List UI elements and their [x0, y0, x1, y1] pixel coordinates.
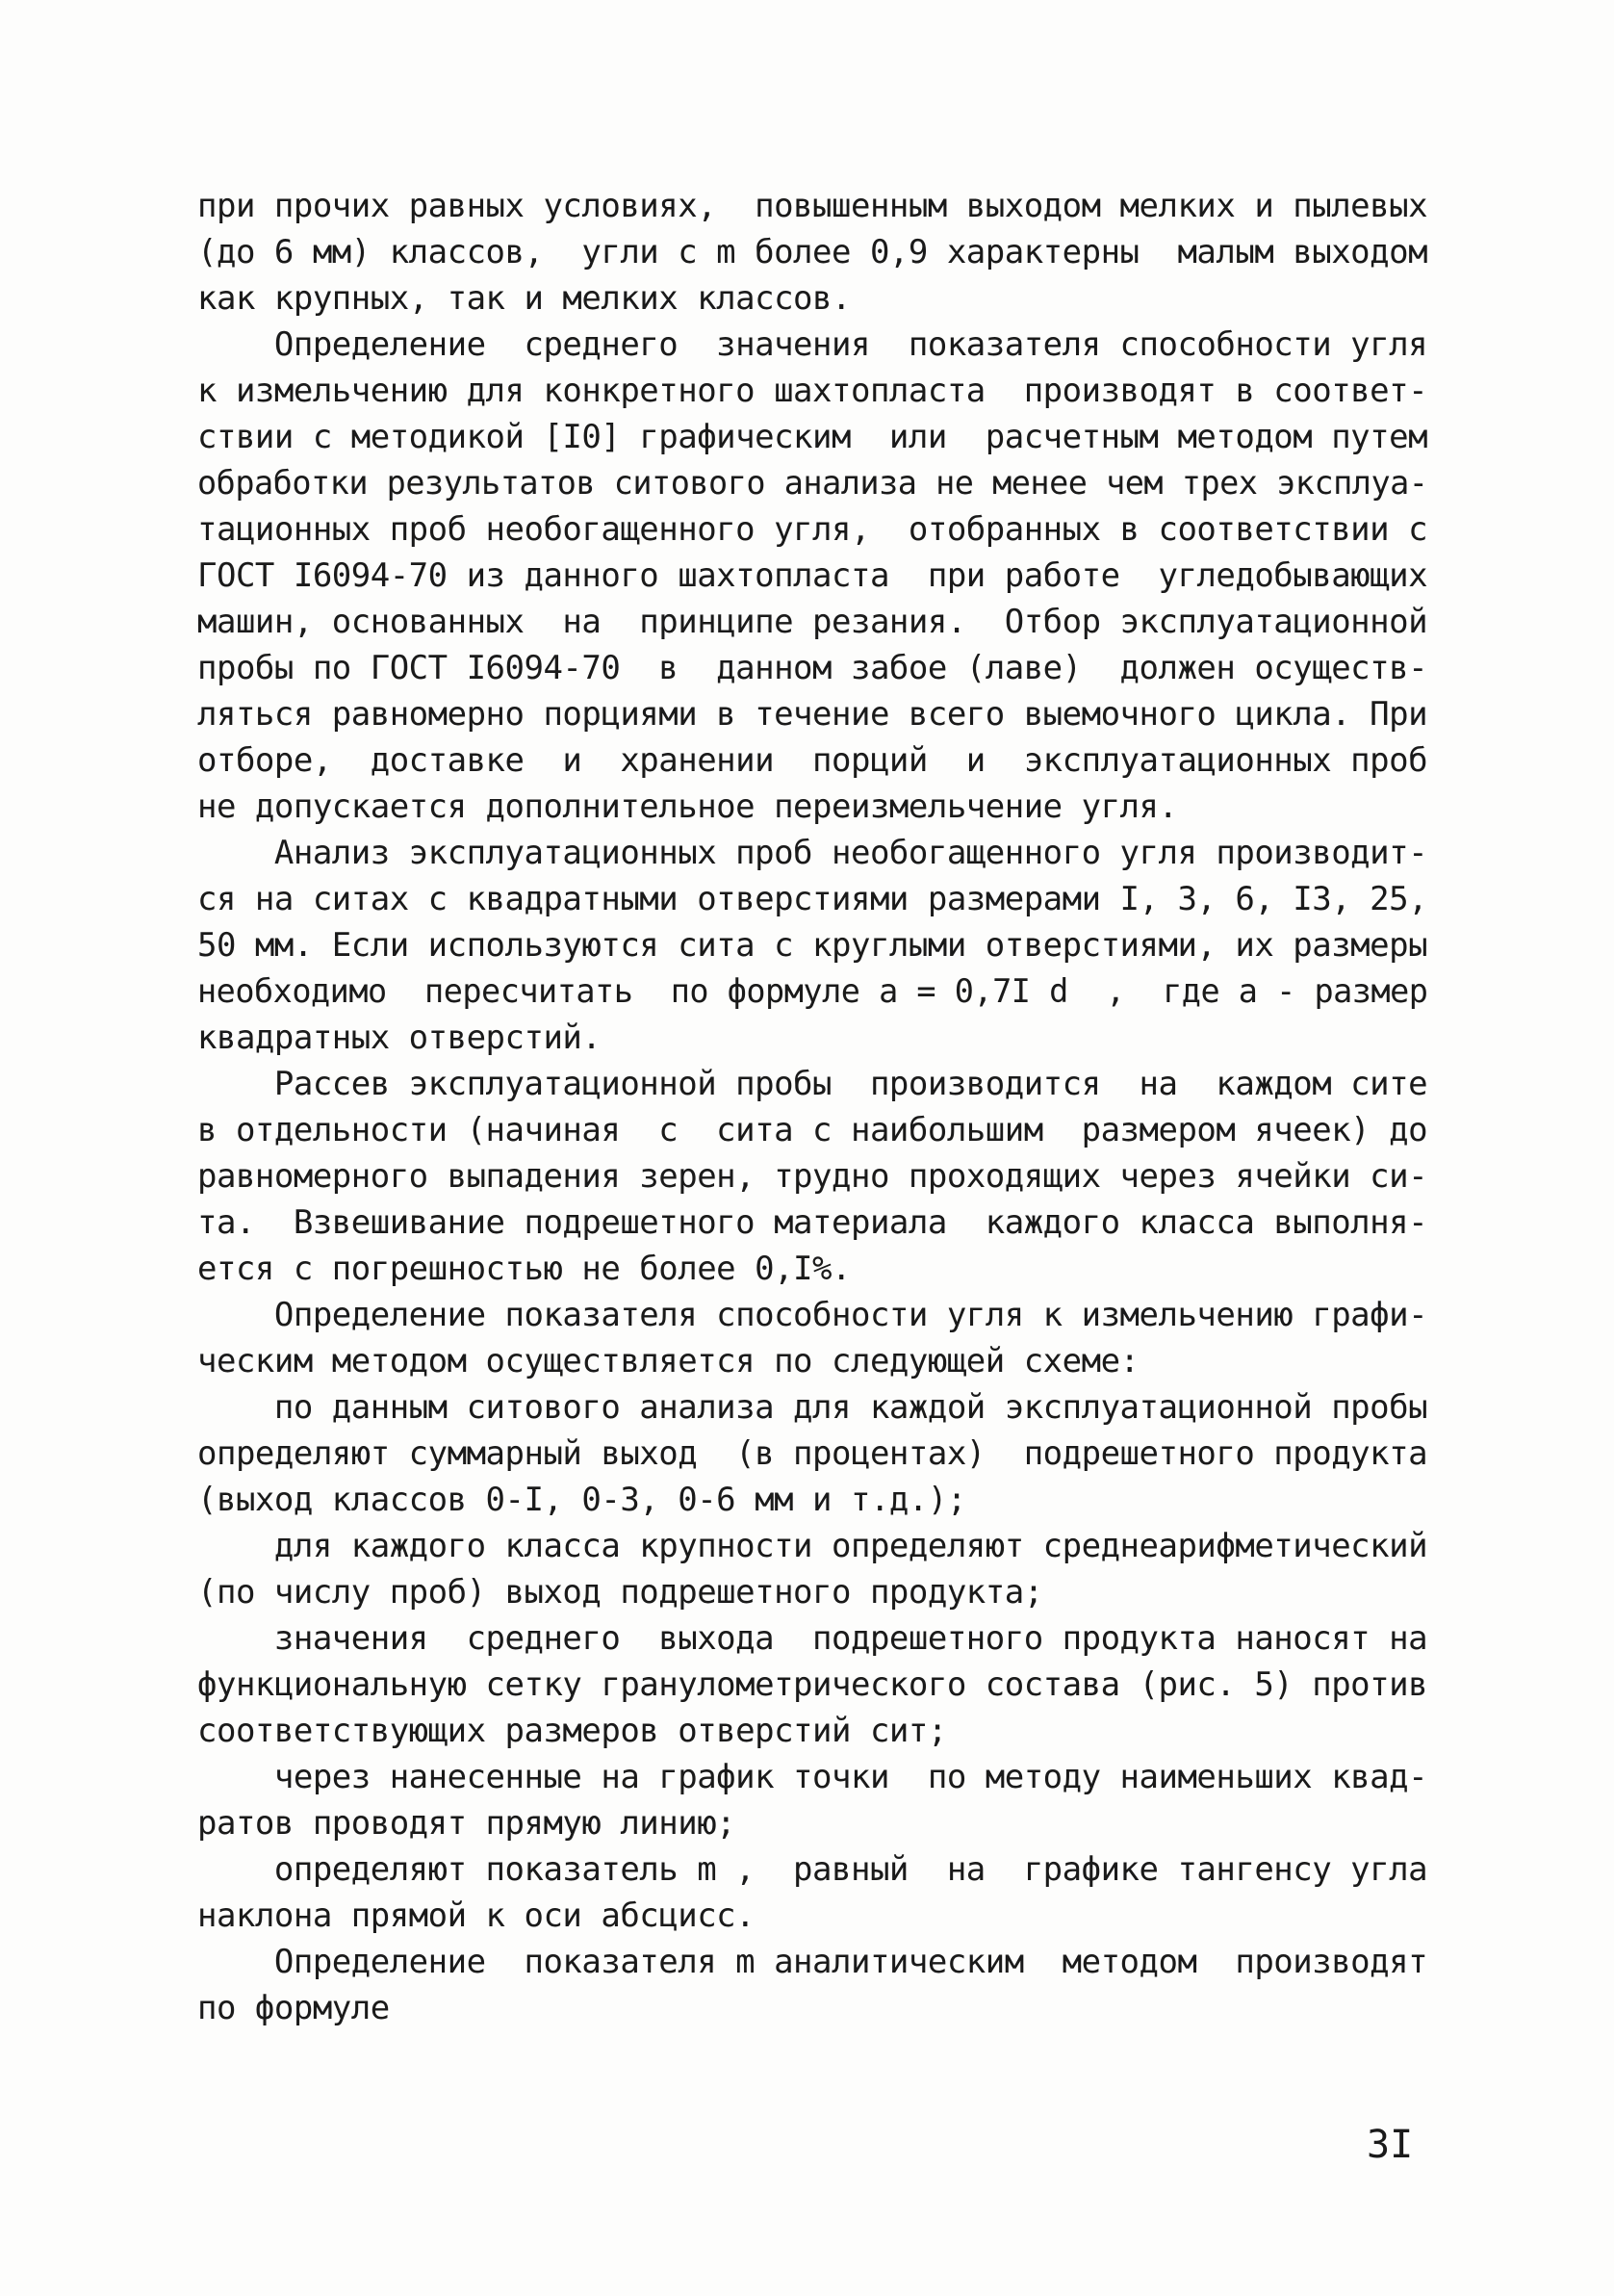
- text-line: ся на ситах с квадратными отверстиями размерами I, 3, 6, I3, 25,: [197, 880, 1428, 918]
- text-line: к измельчению для конкретного шахтопласта производят в соответ-: [197, 372, 1428, 410]
- text-line: в отдельности (начиная с сита с наибольшим размером ячеек) до: [197, 1111, 1428, 1149]
- text-line: отборе, доставке и хранении порций и эксплуатационных проб: [197, 741, 1428, 780]
- text-line: (по числу проб) выход подрешетного продукта;: [197, 1573, 1043, 1612]
- text-line: тационных проб необогащенного угля, отобранных в соответствии с: [197, 510, 1428, 549]
- text-line: ется с погрешностью не более 0,I%.: [197, 1250, 851, 1288]
- paragraph-start: Рассев эксплуатационной пробы производится на каждом сите: [197, 1065, 1428, 1103]
- list-item: для каждого класса крупности определяют среднеарифметический: [197, 1527, 1428, 1565]
- text-line: по формуле: [197, 1989, 390, 2027]
- text-line: 50 мм. Если используются сита с круглыми отверстиями, их размеры: [197, 926, 1428, 965]
- list-item: через нанесенные на график точки по методу наименьших квад-: [197, 1758, 1428, 1796]
- text-line: не допускается дополнительное переизмельчение угля.: [197, 787, 1178, 826]
- text-line: при прочих равных условиях, повышенным выходом мелких и пылевых: [197, 187, 1428, 225]
- text-line: определяют суммарный выход (в процентах) подрешетного продукта: [197, 1434, 1428, 1473]
- text-line: ствии с методикой [I0] графическим или расчетным методом путем: [197, 418, 1428, 456]
- text-line: та. Взвешивание подрешетного материала каждого класса выполня-: [197, 1203, 1428, 1242]
- text-line: наклона прямой к оси абсцисс.: [197, 1896, 756, 1935]
- list-item: определяют показатель m , равный на графике тангенсу угла: [197, 1850, 1428, 1889]
- paragraph-start: Определение показателя m аналитическим методом производят: [197, 1943, 1428, 1981]
- text-line: пробы по ГОСТ I6094-70 в данном забое (лаве) должен осуществ-: [197, 649, 1428, 687]
- list-item: по данным ситового анализа для каждой эксплуатационной пробы: [197, 1388, 1428, 1427]
- page-number: 3I: [1367, 2123, 1414, 2167]
- text-line: соответствующих размеров отверстий сит;: [197, 1712, 947, 1750]
- formula-line: необходимо пересчитать по формуле a = 0,7I d , где a - размер: [197, 972, 1428, 1010]
- text-line: (до 6 мм) классов, угли с m более 0,9 характерны малым выходом: [197, 233, 1428, 271]
- text-line: ратов проводят прямую линию;: [197, 1804, 736, 1843]
- paragraph-start: Определение среднего значения показателя способности угля: [197, 325, 1428, 364]
- text-line: ческим методом осуществляется по следующей схеме:: [197, 1342, 1140, 1380]
- list-item: значения среднего выхода подрешетного продукта наносят на: [197, 1619, 1428, 1658]
- text-line: (выход классов 0-I, 0-3, 0-6 мм и т.д.);: [197, 1481, 966, 1519]
- text-line: как крупных, так и мелких классов.: [197, 279, 851, 318]
- paragraph-start: Определение показателя способности угля к измельчению графи-: [197, 1296, 1428, 1334]
- body-text: [197, 183, 1439, 2031]
- text-line: квадратных отверстий.: [197, 1019, 602, 1057]
- text-line: ГОСТ I6094-70 из данного шахтопласта при работе угледобывающих: [197, 556, 1428, 595]
- paragraph-start: Анализ эксплуатационных проб необогащенного угля производит-: [197, 834, 1428, 872]
- text-line: машин, основанных на принципе резания. Отбор эксплуатационной: [197, 603, 1428, 641]
- text-line: равномерного выпадения зерен, трудно проходящих через ячейки си-: [197, 1157, 1428, 1196]
- text-line: ляться равномерно порциями в течение всего выемочного цикла. При: [197, 695, 1428, 734]
- text-line: функциональную сетку гранулометрического состава (рис. 5) против: [197, 1665, 1428, 1704]
- text-line: обработки результатов ситового анализа не менее чем трех эксплуа-: [197, 464, 1428, 502]
